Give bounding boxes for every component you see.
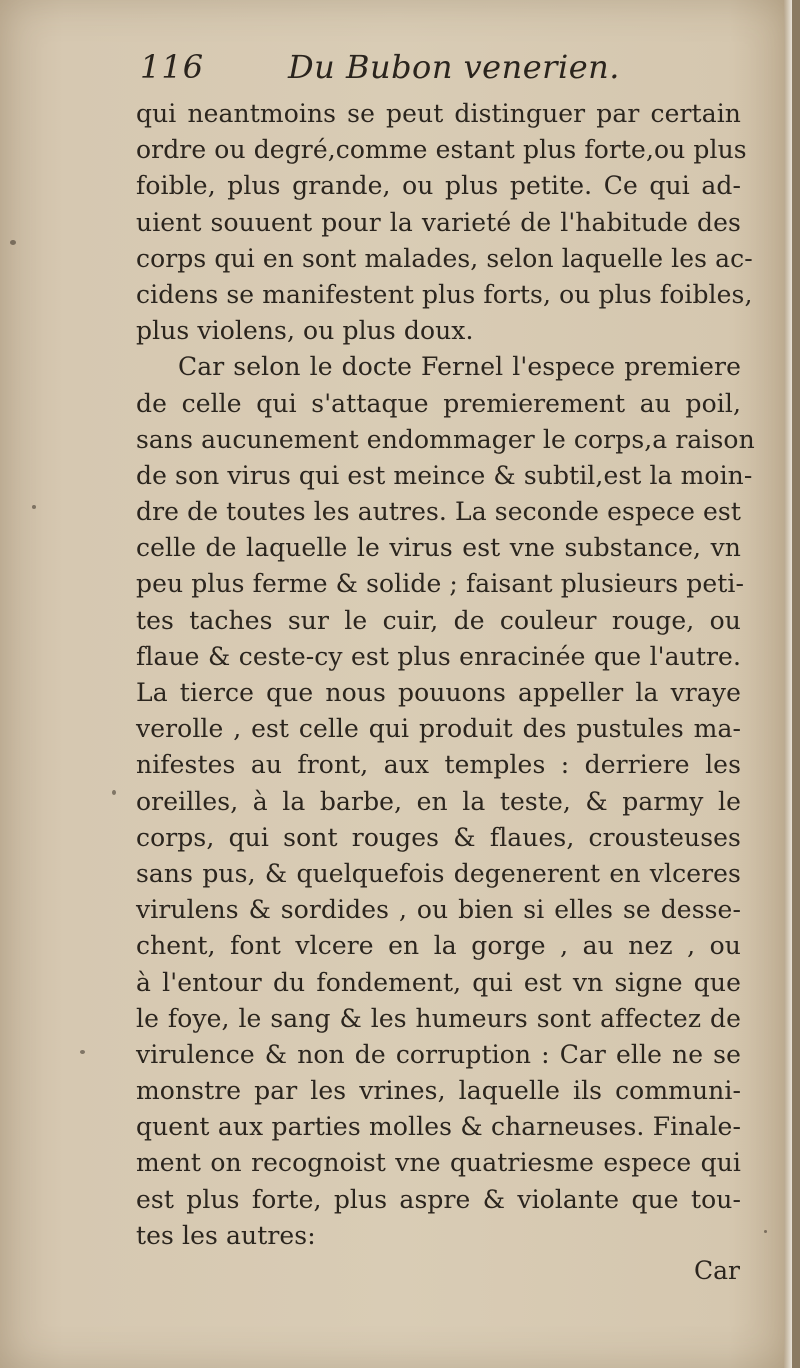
text-line: monstre par les vrines, laquelle ils communi- <box>136 1076 741 1106</box>
text-line: plus violens, ou plus doux. <box>136 316 474 346</box>
paper-speck <box>112 790 116 795</box>
paragraph-first-line: Car selon le docte Fernel l'espece premiere <box>178 352 741 382</box>
text-line: à l'entour du fondement, qui est vn signe que <box>136 967 741 997</box>
text-line: de son virus qui est meince & subtil,est la moin- <box>136 460 753 490</box>
text-line: dre de toutes les autres. La seconde espece est <box>136 497 741 527</box>
body-text <box>136 96 755 1254</box>
text-line: verolle , est celle qui produit des pustules ma- <box>136 714 741 744</box>
text-line: tes les autres: <box>136 1220 316 1250</box>
text-line: uient souuent pour la varieté de l'habitude des <box>136 207 741 237</box>
text-line: tes taches sur le cuir, de couleur rouge, ou <box>136 605 741 635</box>
page-header <box>140 48 740 98</box>
text-line: le foye, le sang & les humeurs sont affectez de <box>136 1003 741 1033</box>
text-line: qui neantmoins se peut distinguer par certain <box>136 99 741 128</box>
text-line: est plus forte, plus aspre & violante que tou- <box>136 1184 741 1214</box>
text-line: celle de laquelle le virus est vne substance, vn <box>136 533 741 563</box>
text-line: ment on recognoist vne quatriesme espece qui <box>136 1148 741 1178</box>
text-line: chent, font vlcere en la gorge , au nez , ou <box>136 931 741 961</box>
text-line: cidens se manifestent plus forts, ou plus foibles, <box>136 279 753 309</box>
running-title: Du Bubon venerien. <box>288 48 620 86</box>
page-number: 116 <box>140 48 205 86</box>
text-line: foible, plus grande, ou plus petite. Ce qui ad- <box>136 171 741 201</box>
text-line: ordre ou degré,comme estant plus forte,ou plus <box>136 135 747 165</box>
text-line: nifestes au front, aux temples : derriere les <box>136 750 741 780</box>
paper-speck <box>32 505 36 509</box>
page-edge <box>784 0 792 1368</box>
text-line: de celle qui s'attaque premierement au poil, <box>136 388 741 418</box>
catchword: Car <box>694 1256 740 1285</box>
text-line: La tierce que nous pouuons appeller la vraye <box>136 678 741 707</box>
paper-speck <box>764 1230 767 1233</box>
text-line: virulens & sordides , ou bien si elles se desse- <box>136 895 741 925</box>
text-line: quent aux parties molles & charneuses. Finale- <box>136 1112 741 1142</box>
paper-speck <box>10 240 16 245</box>
text-line: virulence & non de corruption : Car elle ne se <box>136 1039 741 1069</box>
text-line: peu plus ferme & solide ; faisant plusieurs peti- <box>136 569 745 599</box>
text-line: flaue & ceste-cy est plus enracinée que l'autre. <box>136 641 741 671</box>
text-line: sans pus, & quelquefois degenerent en vlceres <box>136 858 741 888</box>
paper-speck <box>80 1050 85 1054</box>
text-line: oreilles, à la barbe, en la teste, & parmy le <box>136 786 741 816</box>
text-line: sans aucunement endommager le corps,a raison <box>136 424 755 454</box>
text-line: corps, qui sont rouges & flaues, crousteuses <box>136 822 741 852</box>
text-line: corps qui en sont malades, selon laquelle les ac- <box>136 243 753 273</box>
